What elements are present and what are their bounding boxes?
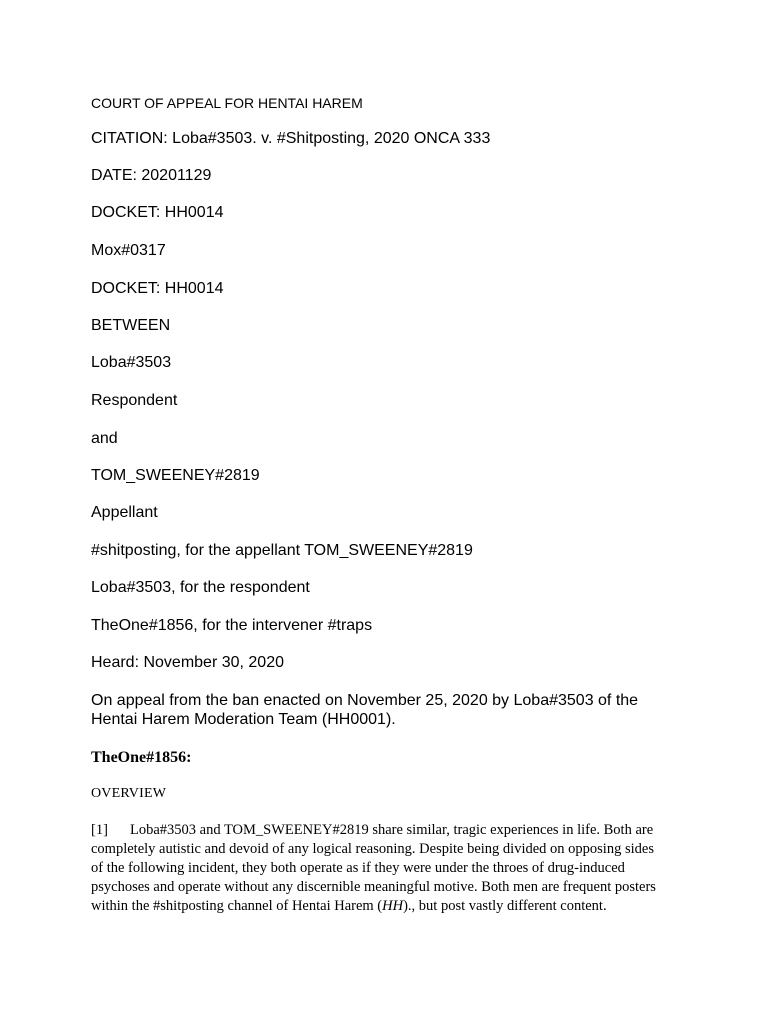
section-heading: OVERVIEW xyxy=(91,786,167,801)
paragraph-line xyxy=(91,821,681,840)
paragraph-text: Loba#3503 and TOM_SWEENEY#2819 share similar, tragic experiences in life. Both are xyxy=(130,822,654,838)
heard-date: Heard: November 30, 2020 xyxy=(91,654,284,671)
paragraph-text: )., but post vastly different content. xyxy=(403,898,607,914)
docket-line-2: DOCKET: HH0014 xyxy=(91,280,224,297)
appeal-line-1: On appeal from the ban enacted on November 25, 2020 by Loba#3503 of the xyxy=(91,692,639,709)
citation-line: CITATION: Loba#3503. v. #Shitposting, 2020 ONCA 333 xyxy=(91,130,491,147)
paragraph-line xyxy=(91,897,681,916)
respondent-name: Loba#3503 xyxy=(91,354,172,371)
respondent-role: Respondent xyxy=(91,392,178,409)
appeal-line-2: Hentai Harem Moderation Team (HH0001). xyxy=(91,711,396,728)
paragraph-line: of the following incident, they both operate as if they were under the throes of drug-induced xyxy=(91,860,625,876)
date-line: DATE: 20201129 xyxy=(91,167,212,184)
italic-abbreviation: HH xyxy=(382,898,404,914)
counsel-appellant: #shitposting, for the appellant TOM_SWEENEY#2819 xyxy=(91,542,473,559)
paragraph-text: within the #shitposting channel of Hentai Harem ( xyxy=(91,898,383,914)
court-title: COURT OF APPEAL FOR HENTAI HAREM xyxy=(91,95,363,111)
mox-line: Mox#0317 xyxy=(91,242,166,259)
paragraph-line: completely autistic and devoid of any logical reasoning. Despite being divided on opposing sides xyxy=(91,841,654,857)
appellant-name: TOM_SWEENEY#2819 xyxy=(91,467,260,484)
docket-line-1: DOCKET: HH0014 xyxy=(91,204,224,221)
between-label: BETWEEN xyxy=(91,317,171,334)
judgment-author: TheOne#1856: xyxy=(91,749,192,766)
and-label: and xyxy=(91,430,118,447)
paragraph-line: psychoses and operate without any discernible meaningful motive. Both men are frequent posters xyxy=(91,879,656,895)
paragraph-1 xyxy=(91,821,681,916)
paragraph-number: [1] xyxy=(91,822,108,838)
counsel-intervener: TheOne#1856, for the intervener #traps xyxy=(91,617,373,634)
counsel-respondent: Loba#3503, for the respondent xyxy=(91,579,310,596)
appellant-role: Appellant xyxy=(91,504,158,521)
